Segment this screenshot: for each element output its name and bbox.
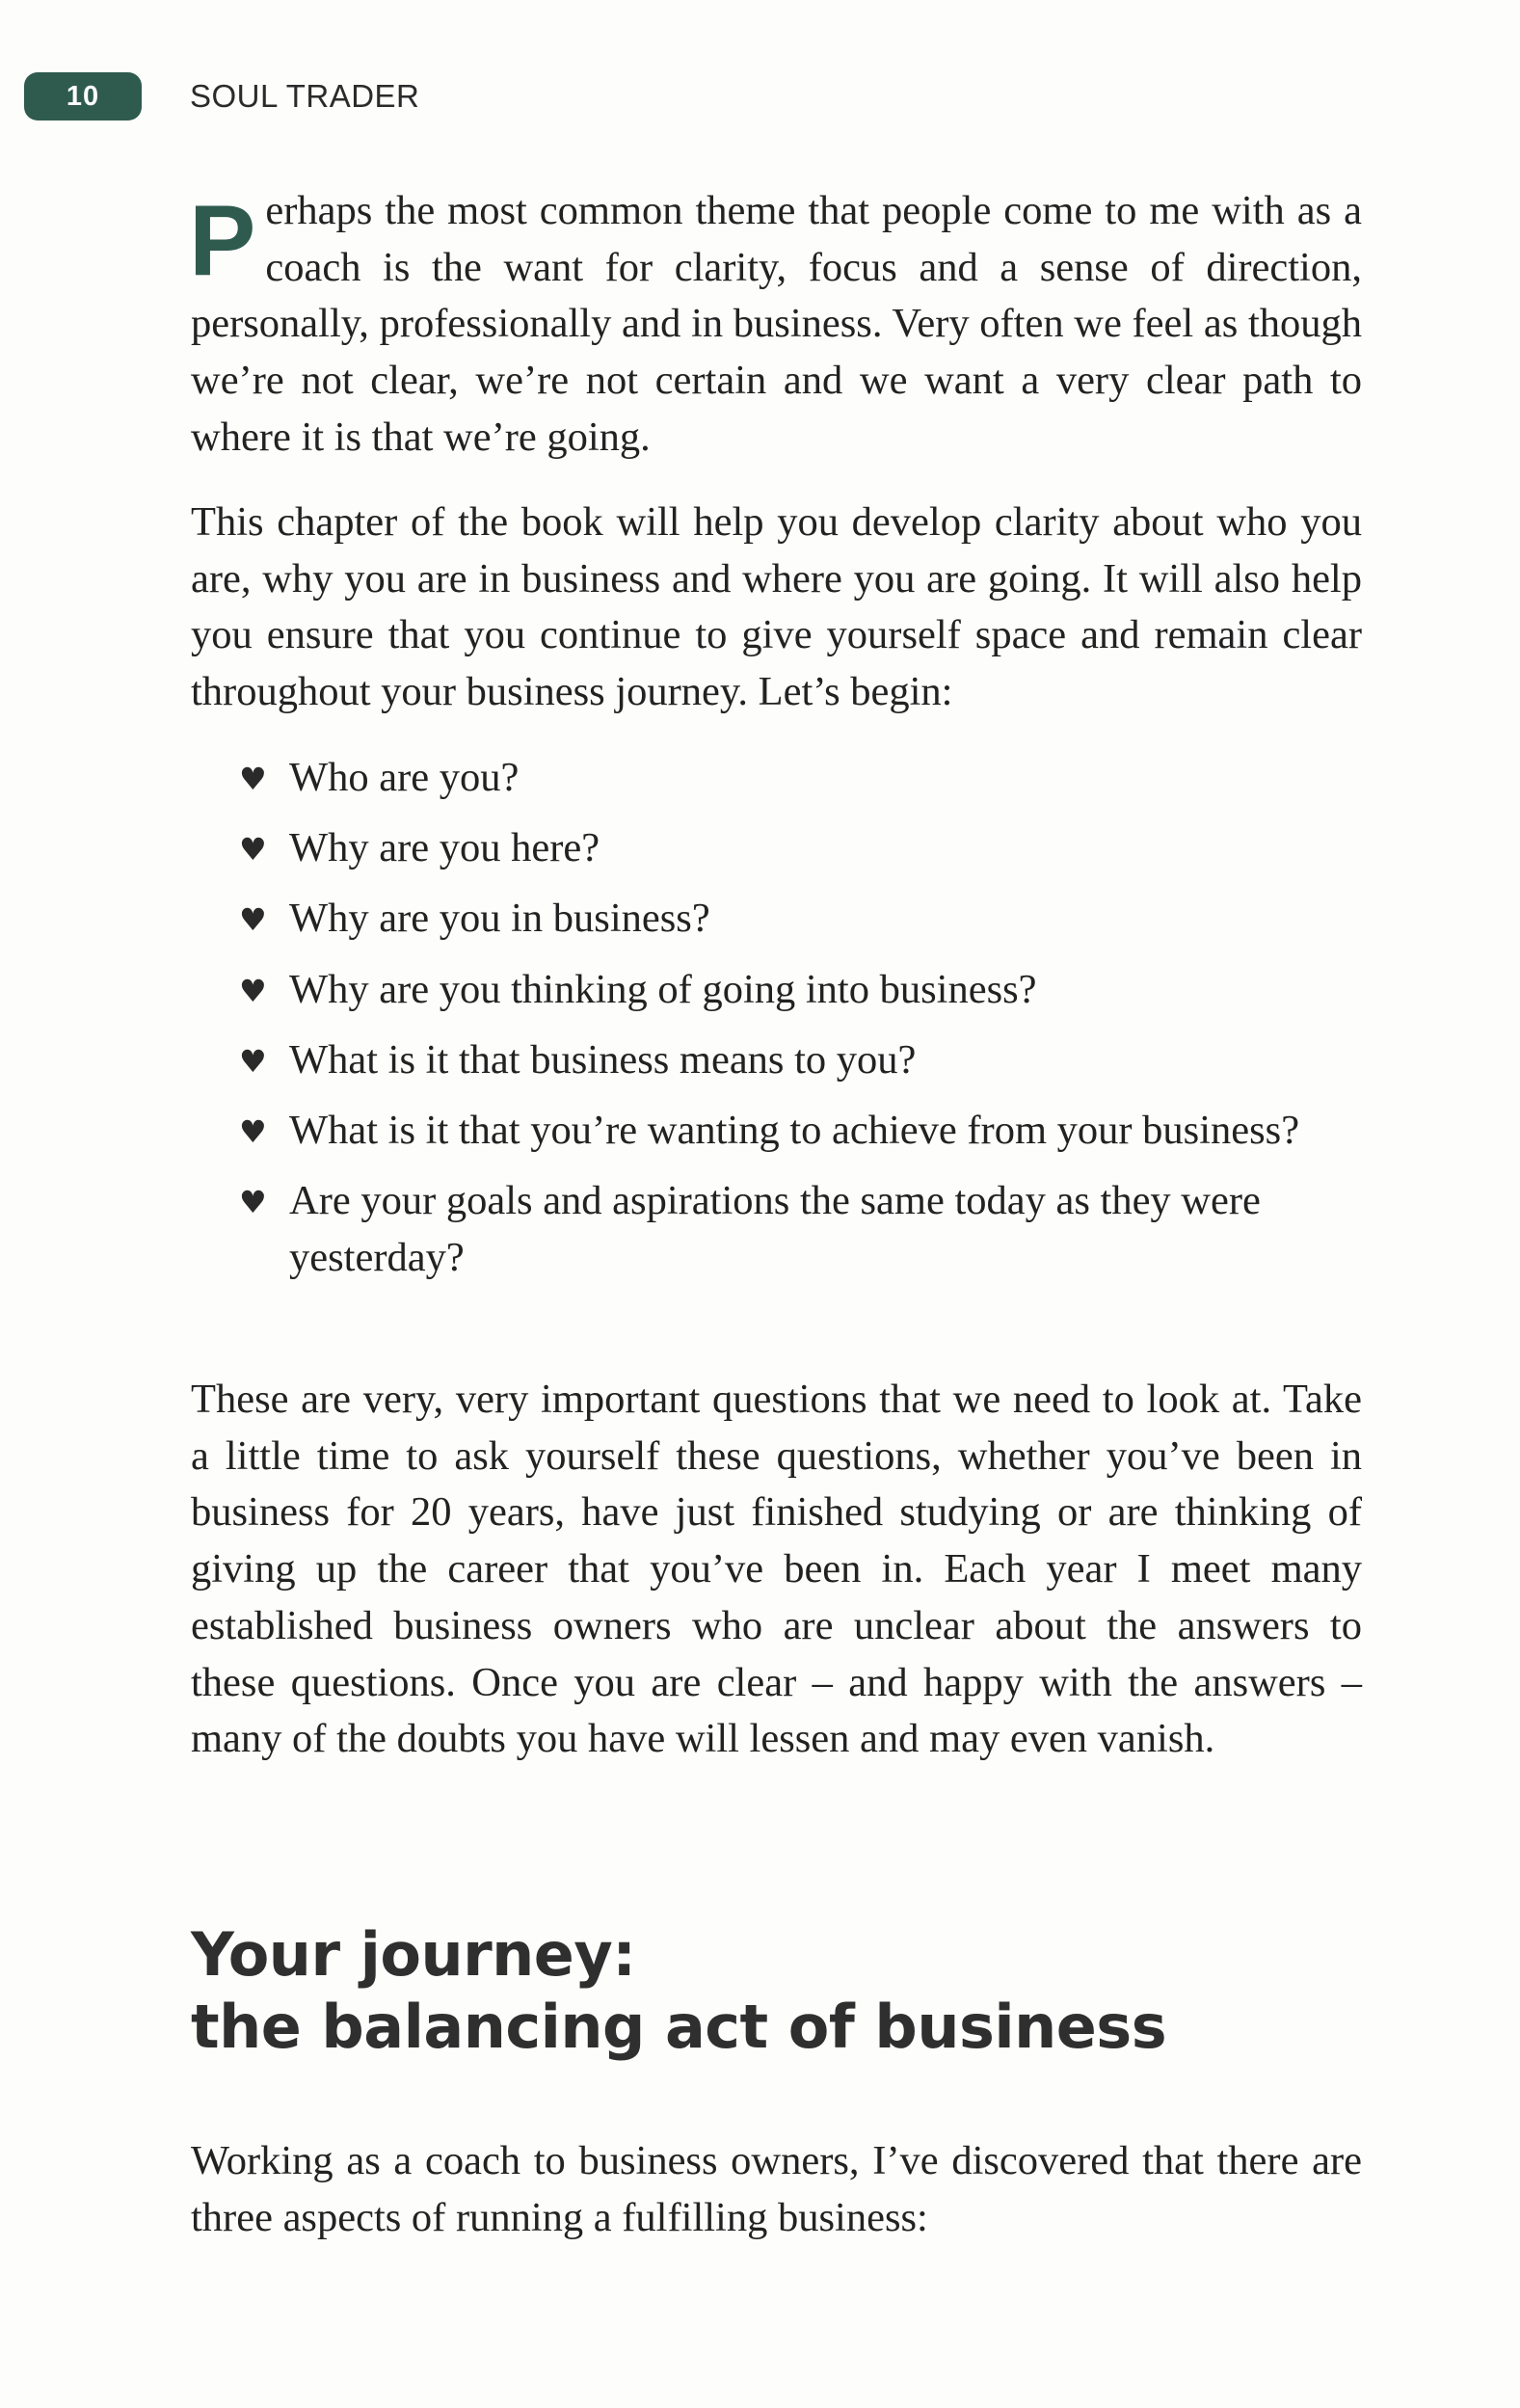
list-item [239,1103,1367,1160]
list-item-text: Why are you in business? [289,896,710,942]
list-item [239,820,1367,877]
section-heading [191,1918,1362,2063]
intro-paragraph-2: This chapter of the book will help you develop clarity about who you are, why you are in business and where you are going. It will also help you ensure that you continue to give yourself space and remain clear throughout your business journey. Let’s begin: [191,499,1362,715]
heart-bullet-icon: ♥ [239,761,267,797]
list-item [239,750,1367,807]
section-paragraph: Working as a coach to business owners, I’ve discovered that there are three aspects of running a fulfilling business: [191,2138,1362,2240]
heart-bullet-icon: ♥ [239,831,267,869]
body-paragraph-3: These are very, very important questions that we need to look at. Take a little time to ask yourself these questions, whether you’ve been in business for 20 years, have just finished studying or are thinking of giving up the career that you’ve been in. Each year I meet many established business owners who are unclear about the answers to these questions. Once you are clear – and happy with the answers – many of the doubts you have will lessen and may even vanish. [191,1377,1362,1762]
page-header [24,69,419,123]
heart-bullet-icon: ♥ [239,1113,267,1151]
list-item-text: Why are you thinking of going into business? [289,966,1037,1012]
heart-bullet-icon: ♥ [239,972,267,1009]
running-head: SOUL TRADER [190,78,420,114]
heart-bullet-icon: ♥ [239,1042,267,1080]
list-item-text: What is it that business means to you? [289,1036,917,1083]
section-heading-line-1: Your journey: [191,1919,636,1990]
list-item [239,1032,1367,1089]
intro-paragraph-1-text: erhaps the most common theme that people come to me with as a coach is the want for clarity, focus and a sense of direction, personally, professionally and in business. Very often we feel as though we’re not clear, we’re not certain and we want a very clear path to where it is that we’re going. [191,188,1362,460]
page-number-badge: 10 [24,72,142,120]
heart-bullet-icon: ♥ [239,1184,267,1221]
list-item [239,891,1367,948]
list-item-text: Who are you? [289,755,520,800]
intro-paragraph-1 [191,183,1362,467]
question-list [239,750,1367,1300]
drop-cap: P [189,185,256,297]
heart-bullet-icon: ♥ [239,901,267,939]
list-item-text: What is it that you’re wanting to achieve from your business? [289,1108,1300,1154]
list-item-text: Are your goals and aspirations the same today as they were yesterday? [289,1178,1261,1280]
section-heading-line-2: the balancing act of business [191,1992,1167,2062]
list-item-text: Why are you here? [289,825,600,871]
list-item [239,962,1367,1019]
list-item [239,1173,1367,1286]
